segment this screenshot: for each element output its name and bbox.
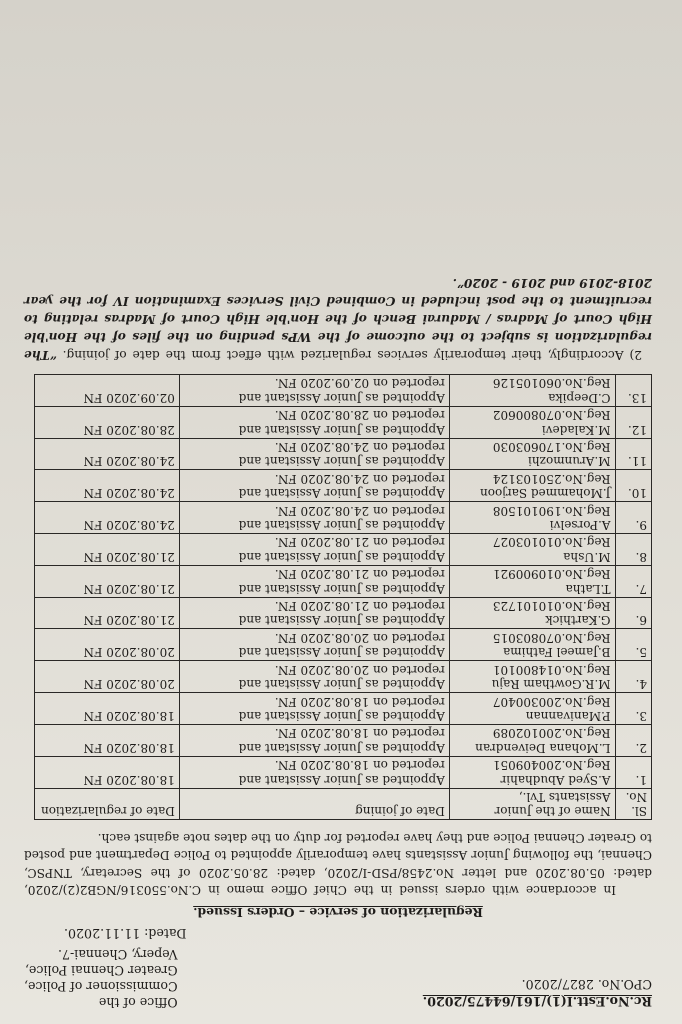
joining-line-1: Appointed as Junior Assistant and (238, 740, 445, 755)
cell-name (449, 438, 615, 470)
cell-joining (179, 502, 449, 534)
joining-line-2: reported on 18.08.2020 FN. (274, 758, 445, 773)
cell-name (449, 565, 615, 597)
cell-name (449, 756, 615, 788)
joining-line-2: reported on 02.09.2020 FN. (274, 376, 445, 391)
table-row (35, 629, 652, 661)
joining-line-1: Appointed as Junior Assistant and (238, 486, 445, 501)
cell-sl: 10. (615, 470, 651, 502)
joining-line-1: Appointed as Junior Assistant and (238, 677, 445, 692)
assistant-name: T.Latha (565, 581, 611, 596)
cell-name (449, 597, 615, 629)
cell-name (449, 375, 615, 407)
cell-sl: 11. (615, 438, 651, 470)
joining-line-1: Appointed as Junior Assistant and (238, 422, 445, 437)
joining-line-2: reported on 24.08.2020 FN. (274, 440, 445, 455)
joining-line-1: Appointed as Junior Assistant and (238, 645, 445, 660)
cell-sl: 9. (615, 502, 651, 534)
reg-number: Reg.No.014800101 (492, 662, 611, 677)
cell-regularization-date: 21.08.2020 FN (35, 597, 180, 629)
cell-regularization-date: 21.08.2020 FN (35, 565, 180, 597)
reg-number: Reg.No.060105126 (492, 376, 611, 391)
table-row (35, 693, 652, 725)
cell-regularization-date: 24.08.2020 FN (35, 502, 180, 534)
table-row (35, 534, 652, 566)
joining-line-2: reported on 18.08.2020 FN. (274, 726, 445, 741)
reg-number: Reg.No.010103027 (492, 535, 611, 550)
joining-line-2: reported on 24.08.2020 FN. (274, 471, 445, 486)
cell-name (449, 470, 615, 502)
cell-sl: 2. (615, 724, 651, 756)
joining-line-2: reported on 24.08.2020 FN. (274, 503, 445, 518)
cell-regularization-date: 20.08.2020 FN (35, 661, 180, 693)
assistant-name: M.Arunmozhi (528, 454, 611, 469)
cell-joining (179, 534, 449, 566)
dated-line: Dated: 11.11.2020. (64, 926, 187, 941)
reg-number: Reg.No.200102089 (492, 726, 611, 741)
cell-sl: 7. (615, 565, 651, 597)
cell-regularization-date: 24.08.2020 FN (35, 438, 180, 470)
cell-sl: 8. (615, 534, 651, 566)
cell-joining (179, 406, 449, 438)
table-row (35, 438, 652, 470)
cell-name (449, 502, 615, 534)
reg-number: Reg.No.010900921 (492, 567, 611, 582)
regularization-condition-quote: “The regularization is subject to the outcome of the WPs pending on the files of the Hon'ble High Court of Madras / Madurai Bench of the Hon'ble High Court of Madras relating to recruitment to the post included in Combined Civil Services Examination IV for the year 2018-2019 and 2019 - 2020”. (23, 276, 652, 362)
cell-regularization-date: 21.08.2020 FN (35, 534, 180, 566)
cpo-number: CPO.No. 2827/2020. (521, 977, 652, 992)
assistant-name: A.Porselvi (549, 518, 611, 533)
cell-regularization-date: 28.08.2020 FN (35, 406, 180, 438)
cell-joining (179, 661, 449, 693)
table-row (35, 724, 652, 756)
letter-head (24, 946, 652, 1010)
subject-line: Regularization of service – Orders Issued. (193, 905, 483, 920)
office-address (24, 946, 178, 1010)
junior-assistants-table (34, 374, 652, 820)
reg-number: Reg.No.200409051 (492, 758, 611, 773)
table-body (35, 375, 652, 789)
joining-line-1: Appointed as Junior Assistant and (238, 390, 445, 405)
reg-number: Reg.No.190101508 (492, 503, 611, 518)
ref-number: Rc.No.Estt.I(1)/161/64475/2020. (422, 994, 652, 1009)
assistant-name: M.Kaladevi (541, 422, 611, 437)
header-sl-no: Sl. No. (615, 788, 651, 820)
cell-regularization-date: 24.08.2020 FN (35, 470, 180, 502)
table-row (35, 375, 652, 407)
joining-line-2: reported on 18.08.2020 FN. (274, 694, 445, 709)
paragraph-2 (24, 274, 652, 364)
joining-line-1: Appointed as Junior Assistant and (238, 708, 445, 723)
assistant-name: G.Karthick (545, 613, 611, 628)
joining-line-2: reported on 21.08.2020 FN. (274, 535, 445, 550)
office-line: Office of the (98, 995, 178, 1010)
cell-joining (179, 724, 449, 756)
paragraph-1: In accordance with orders issued in the Chief Office memo in C.No.550316/NGB2(2)/2020, dated: 05.08.2020 and letter No.2458/PSD-I/2020, dated: 28.05.2020 of the Secretary, TNPSC, Chennai, the following Junior Assistants have temporarily appointed to Police Department and posted to Greater Chennai Police and they have reported for duty on the dates note against each. (24, 830, 652, 897)
assistant-name: C.Deepika (548, 390, 611, 405)
joining-line-2: reported on 21.08.2020 FN. (274, 567, 445, 582)
office-line: Commissioner of Police, (24, 979, 178, 994)
cell-sl: 13. (615, 375, 651, 407)
paragraph-2-lead: 2) Accordingly, their temporarily services regularized with effect from the date of joining. (62, 348, 642, 362)
cell-name (449, 406, 615, 438)
cell-name (449, 724, 615, 756)
cell-sl: 6. (615, 597, 651, 629)
joining-line-2: reported on 20.08.2020 FN. (274, 630, 445, 645)
cell-sl: 12. (615, 406, 651, 438)
assistant-name: M.R.Gowtham Raju (491, 677, 611, 692)
joining-line-2: reported on 20.08.2020 FN. (274, 662, 445, 677)
assistant-name: M.Usha (563, 549, 611, 564)
reg-number: Reg.No.070800602 (492, 408, 611, 423)
cell-regularization-date: 18.08.2020 FN (35, 756, 180, 788)
reg-number: Reg.No.010101723 (492, 599, 611, 614)
assistant-name: P.Manivannan (525, 708, 611, 723)
cell-regularization-date: 02.09.2020 FN (35, 375, 180, 407)
cell-name (449, 693, 615, 725)
header-date-of-joining: Date of joining (179, 788, 449, 820)
table-header-row (35, 788, 652, 820)
cell-regularization-date: 18.08.2020 FN (35, 724, 180, 756)
header-name: Name of the Junior Assistants Tvl., (449, 788, 615, 820)
reference-block (423, 946, 652, 1010)
joining-line-1: Appointed as Junior Assistant and (238, 518, 445, 533)
office-line: Greater Chennai Police, (24, 963, 178, 978)
cell-sl: 5. (615, 629, 651, 661)
joining-line-1: Appointed as Junior Assistant and (238, 581, 445, 596)
cell-name (449, 629, 615, 661)
table-row (35, 756, 652, 788)
assistant-name: L.Mohana Deivendran (475, 740, 611, 755)
assistant-name: J.Mohammed Sarjoon (480, 486, 611, 501)
cell-sl: 4. (615, 661, 651, 693)
cell-joining (179, 597, 449, 629)
table-row (35, 661, 652, 693)
table-row (35, 502, 652, 534)
header-date-of-regularization: Date of regularization (35, 788, 180, 820)
reg-number: Reg.No.250103124 (492, 471, 611, 486)
cell-joining (179, 693, 449, 725)
reg-number: Reg.No.200300407 (492, 694, 611, 709)
table-row (35, 565, 652, 597)
cell-joining (179, 756, 449, 788)
cell-name (449, 534, 615, 566)
assistant-name: A.Syed Abudhahir (500, 772, 611, 787)
assistant-name: B.Jameel Fathima (503, 645, 611, 660)
reg-number: Reg.No.070803015 (492, 630, 611, 645)
joining-line-2: reported on 28.08.2020 FN. (274, 408, 445, 423)
reg-number: Reg.No.170603030 (492, 440, 611, 455)
cell-regularization-date: 20.08.2020 FN (35, 629, 180, 661)
joining-line-1: Appointed as Junior Assistant and (238, 613, 445, 628)
cell-regularization-date: 18.08.2020 FN (35, 693, 180, 725)
cell-joining (179, 629, 449, 661)
cell-sl: 1. (615, 756, 651, 788)
office-line: Vepery, Chennai-7. (58, 947, 178, 962)
cell-sl: 3. (615, 693, 651, 725)
joining-line-1: Appointed as Junior Assistant and (238, 454, 445, 469)
cell-joining (179, 565, 449, 597)
table-row (35, 406, 652, 438)
cell-joining (179, 470, 449, 502)
cell-joining (179, 375, 449, 407)
table-row (35, 470, 652, 502)
joining-line-1: Appointed as Junior Assistant and (238, 549, 445, 564)
joining-line-1: Appointed as Junior Assistant and (238, 772, 445, 787)
cell-name (449, 661, 615, 693)
table-row (35, 597, 652, 629)
cell-joining (179, 438, 449, 470)
joining-line-2: reported on 21.08.2020 FN. (274, 599, 445, 614)
